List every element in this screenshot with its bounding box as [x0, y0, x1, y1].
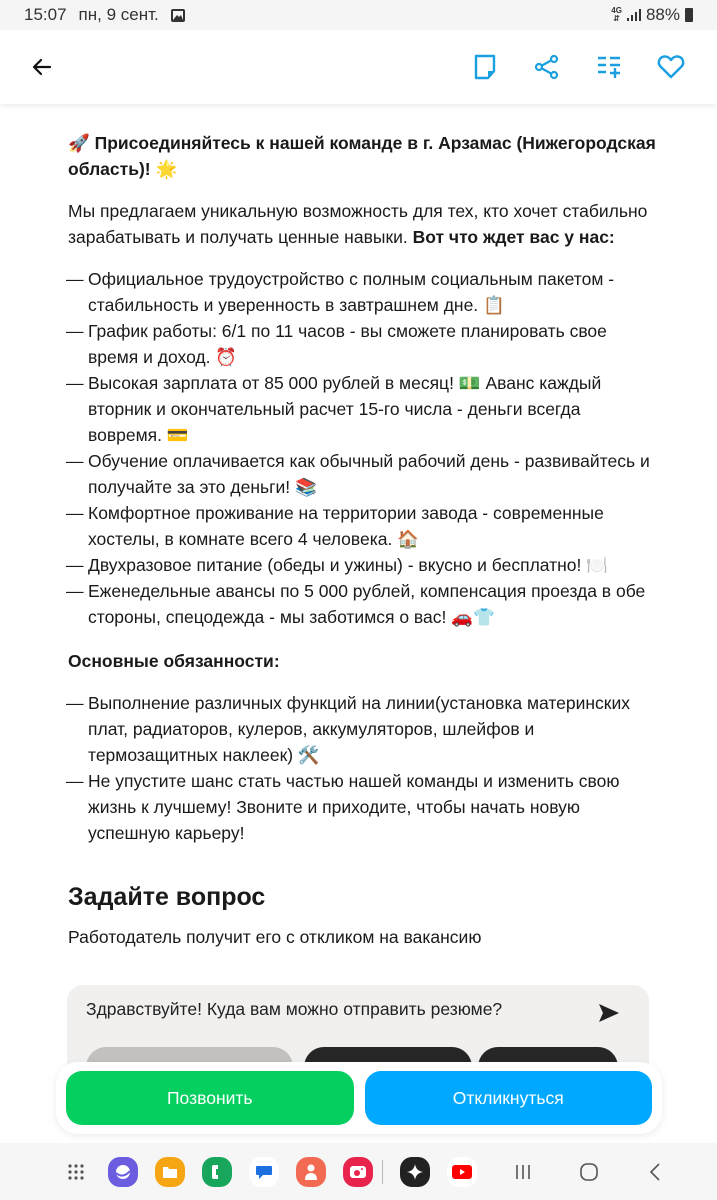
internet-icon[interactable] [108, 1157, 138, 1187]
status-date: пн, 9 сент. [78, 5, 159, 24]
recents-button[interactable] [508, 1157, 538, 1187]
apps-grid-icon[interactable] [66, 1157, 86, 1187]
battery-percent: 88% [645, 5, 680, 24]
list-item: — Выполнение различных функций на линии(установка материнских плат, радиаторов, кулеров, аккумуляторов, шлейфов и термозащитных наклеек) 🛠️ [68, 690, 658, 768]
list-item: — Комфортное проживание на территории завода - современные хостелы, в комнате всего 4 человека. 🏠 [68, 500, 658, 552]
call-button[interactable]: Позвонить [66, 1071, 354, 1125]
back-button[interactable] [28, 53, 56, 81]
back-nav-button[interactable] [640, 1157, 670, 1187]
contacts-icon[interactable] [296, 1157, 326, 1187]
camera-icon[interactable] [343, 1157, 373, 1187]
heart-icon [657, 54, 685, 80]
back-icon [648, 1162, 662, 1182]
share-icon [534, 54, 560, 80]
note-button[interactable] [469, 51, 501, 83]
list-item: — Высокая зарплата от 85 000 рублей в месяц! 💵 Аванс каждый вторник и окончательный расчет 15-го числа - деньги всегда вовремя. 💳 [68, 370, 658, 448]
action-bar [56, 1062, 662, 1134]
list-item: — Официальное трудоустройство с полным социальным пакетом - стабильность и уверенность в завтрашнем дне. 📋 [68, 266, 658, 318]
share-button[interactable] [531, 51, 563, 83]
list-item: — Еженедельные авансы по 5 000 рублей, компенсация проезда в обе стороны, спецодежда - мы заботимся о вас! 🚗👕 [68, 578, 658, 630]
ask-question-subtitle: Работодатель получит его с откликом на вакансию [68, 927, 482, 947]
home-icon [579, 1162, 599, 1182]
phone-icon[interactable] [202, 1157, 232, 1187]
messages-icon[interactable] [249, 1157, 279, 1187]
respond-button[interactable]: Откликнуться [365, 1071, 653, 1125]
arrow-left-icon [30, 55, 54, 79]
list-item: — Двухразовое питание (обеды и ужины) - вкусно и бесплатно! 🍽️ [68, 552, 658, 578]
intro-text: 🚀 Присоединяйтесь к нашей команде в г. Арзамас (Нижегородская область)! 🌟 [68, 133, 656, 179]
send-icon [597, 1001, 621, 1025]
recents-icon [514, 1163, 532, 1181]
network-4g-icon: 4G ⇵ [611, 6, 622, 23]
offer-paragraph: Мы предлагаем уникальную возможность для тех, кто хочет стабильно зарабатывать и получать ценные навыки. Вот что ждет вас у нас: [68, 201, 648, 247]
ask-question-title: Задайте вопрос [68, 883, 266, 911]
dock-divider [382, 1160, 383, 1184]
app-header [0, 30, 717, 104]
status-time: 15:07 [24, 5, 67, 24]
gallery-notification-icon [171, 9, 185, 22]
note-icon [474, 54, 496, 80]
home-button[interactable] [574, 1157, 604, 1187]
list-item: — График работы: 6/1 по 11 часов - вы сможете планировать свое время и доход. ⏰ [68, 318, 658, 370]
duties-list [68, 690, 658, 846]
ai-star-icon[interactable] [400, 1157, 430, 1187]
favorite-button[interactable] [655, 51, 687, 83]
list-item: — Обучение оплачивается как обычный рабочий день - развивайтесь и получайте за это деньги! 📚 [68, 448, 658, 500]
add-to-list-icon [596, 54, 622, 80]
list-item: — Не упустите шанс стать частью нашей команды и изменить свою жизнь к лучшему! Звоните и приходите, чтобы начать новую успешную карьеру! [68, 768, 658, 846]
add-to-list-button[interactable] [593, 51, 625, 83]
send-button[interactable] [597, 1001, 623, 1027]
status-bar [0, 0, 717, 30]
navigation-bar [0, 1143, 717, 1200]
benefits-list [68, 266, 658, 630]
question-input[interactable] [86, 999, 586, 1020]
signal-icon [627, 9, 641, 21]
files-icon[interactable] [155, 1157, 185, 1187]
vacancy-description [68, 60, 658, 950]
youtube-icon[interactable] [447, 1157, 477, 1187]
battery-icon [685, 8, 693, 22]
duties-title: Основные обязанности: [68, 651, 280, 671]
